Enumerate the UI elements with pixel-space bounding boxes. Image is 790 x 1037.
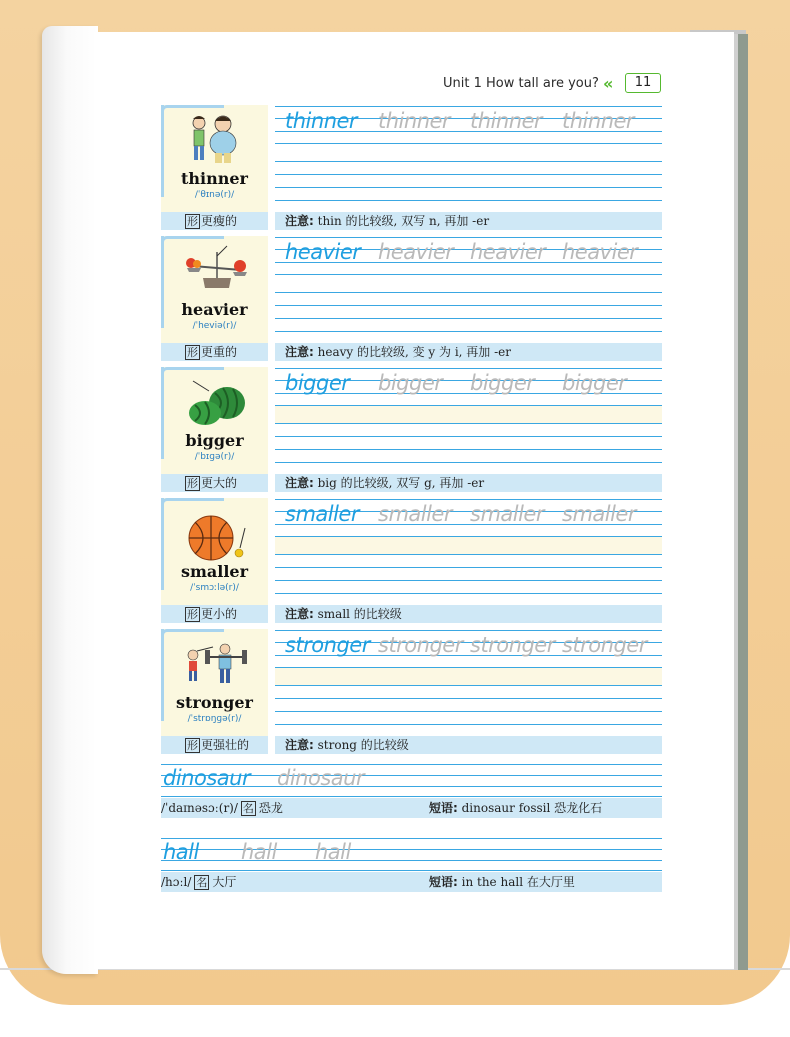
pos-badge: 名 [242,802,254,815]
trace-word: smaller [470,502,544,526]
balance-scale-icon [179,244,253,300]
meaning-text: 更大的 [201,476,238,490]
note-label: 注意: [285,476,314,490]
meaning-text: 恐龙 [258,801,283,815]
trace-word: stronger [470,633,555,657]
trace-word: bigger [562,371,627,395]
phonetic: /ˈsmɔːlə(r)/ [190,583,239,593]
trace-word: stronger [378,633,463,657]
phonetic: /hɔːl/ [161,875,192,889]
copy-row [285,371,665,395]
trace-word: hall [241,840,277,864]
trace-word: hall [315,840,351,864]
meaning-text: 更小的 [201,607,238,621]
page-number: 11 [625,73,661,93]
phonetic: /ˈbɪɡə(r)/ [194,452,235,462]
trace-word: bigger [378,371,443,395]
pos-badge: 形 [187,346,198,359]
pos-badge: 形 [187,477,198,490]
book-cover-edge [738,34,748,970]
watermelons-icon [179,375,253,431]
unit-title: Unit 1 How tall are you? [443,76,599,91]
vocab-line-dinosaur [161,764,662,815]
word-card [161,498,268,605]
copy-row [285,502,665,526]
copy-row [285,109,665,133]
phrase-text: in the hall 在大厅里 [457,875,575,889]
phrase [429,798,602,818]
trace-word: smaller [378,502,452,526]
word-card [161,629,268,736]
word-title: heavier [181,300,248,319]
trace-word: stronger [562,633,647,657]
pos-badge: 形 [187,739,198,752]
note-text: thin 的比较级, 双写 n, 再加 -er [313,214,490,228]
phonetic: /ˈheviə(r)/ [192,321,237,331]
writing-lines [275,105,662,207]
copy-word: thinner [285,109,358,133]
writing-lines [275,367,662,469]
copy-word: heavier [285,240,361,264]
phrase-label: 短语: [429,801,458,815]
vocab-info-bar [161,798,662,818]
copy-word: dinosaur [163,766,251,790]
note-label: 注意: [285,345,314,359]
note-bar [275,343,662,361]
note-bar [275,736,662,754]
meaning-text: 大厅 [212,875,237,889]
phrase [429,872,575,892]
basketball-icon [179,506,253,562]
copy-word: hall [163,840,199,864]
note-label: 注意: [285,607,314,621]
vocab-info-bar [161,872,662,892]
vocab-entry-stronger [161,629,662,759]
note-text: strong 的比较级 [313,738,409,752]
weightlifter-icon [179,637,253,693]
trace-word: thinner [378,109,451,133]
vocab-entry-thinner [161,105,662,235]
two-boys-thin-and-fat-icon [179,113,253,169]
note-label: 注意: [285,214,314,228]
vocab-line-hall [161,838,662,889]
phonetic: /ˈdaɪnəsɔː(r)/ [161,801,238,815]
trace-word: bigger [470,371,535,395]
note-bar [275,212,662,230]
word-card [161,367,268,474]
phonetic: /ˈθɪnə(r)/ [194,190,235,200]
double-arrow-icon: « [603,74,614,93]
meaning-text: 更重的 [201,345,238,359]
writing-lines [275,236,662,338]
word-card [161,105,268,212]
word-title: thinner [181,169,248,188]
trace-word: smaller [562,502,636,526]
trace-word: heavier [470,240,546,264]
trace-word: thinner [470,109,543,133]
phrase-text: dinosaur fossil 恐龙化石 [457,801,603,815]
meaning-text: 更瘦的 [201,214,238,228]
phrase-label: 短语: [429,875,458,889]
meaning-bar [161,212,268,230]
trace-word: heavier [378,240,454,264]
vocab-entry-heavier [161,236,662,366]
trace-word: heavier [562,240,638,264]
copy-word: stronger [285,633,370,657]
copy-word: bigger [285,371,350,395]
writing-lines [275,629,662,731]
note-text: heavy 的比较级, 变 y 为 i, 再加 -er [313,345,512,359]
vocab-entry-bigger [161,367,662,497]
word-title: stronger [176,693,253,712]
word-card [161,236,268,343]
note-text: big 的比较级, 双写 g, 再加 -er [313,476,485,490]
pos-badge: 形 [187,215,198,228]
word-title: smaller [180,562,249,581]
meaning-bar [161,736,268,754]
trace-word: thinner [562,109,635,133]
meaning-bar [161,474,268,492]
note-label: 注意: [285,738,314,752]
writing-lines [275,498,662,600]
note-bar [275,474,662,492]
copy-row [163,840,543,864]
meaning-text: 更强壮的 [201,738,250,752]
phonetic: /ˈstrɒŋɡə(r)/ [187,714,242,724]
note-bar [275,605,662,623]
trace-word: dinosaur [277,766,365,790]
pos-badge: 形 [187,608,198,621]
copy-row [285,240,665,264]
pos-badge: 名 [196,876,208,889]
word-title: bigger [185,431,244,450]
copy-row [285,633,665,657]
meaning-bar [161,605,268,623]
book-spine-curl [42,26,98,974]
note-text: small 的比较级 [313,607,402,621]
copy-word: smaller [285,502,359,526]
page-header [443,73,663,95]
meaning-bar [161,343,268,361]
copy-row [163,766,543,790]
vocab-entry-smaller [161,498,662,628]
